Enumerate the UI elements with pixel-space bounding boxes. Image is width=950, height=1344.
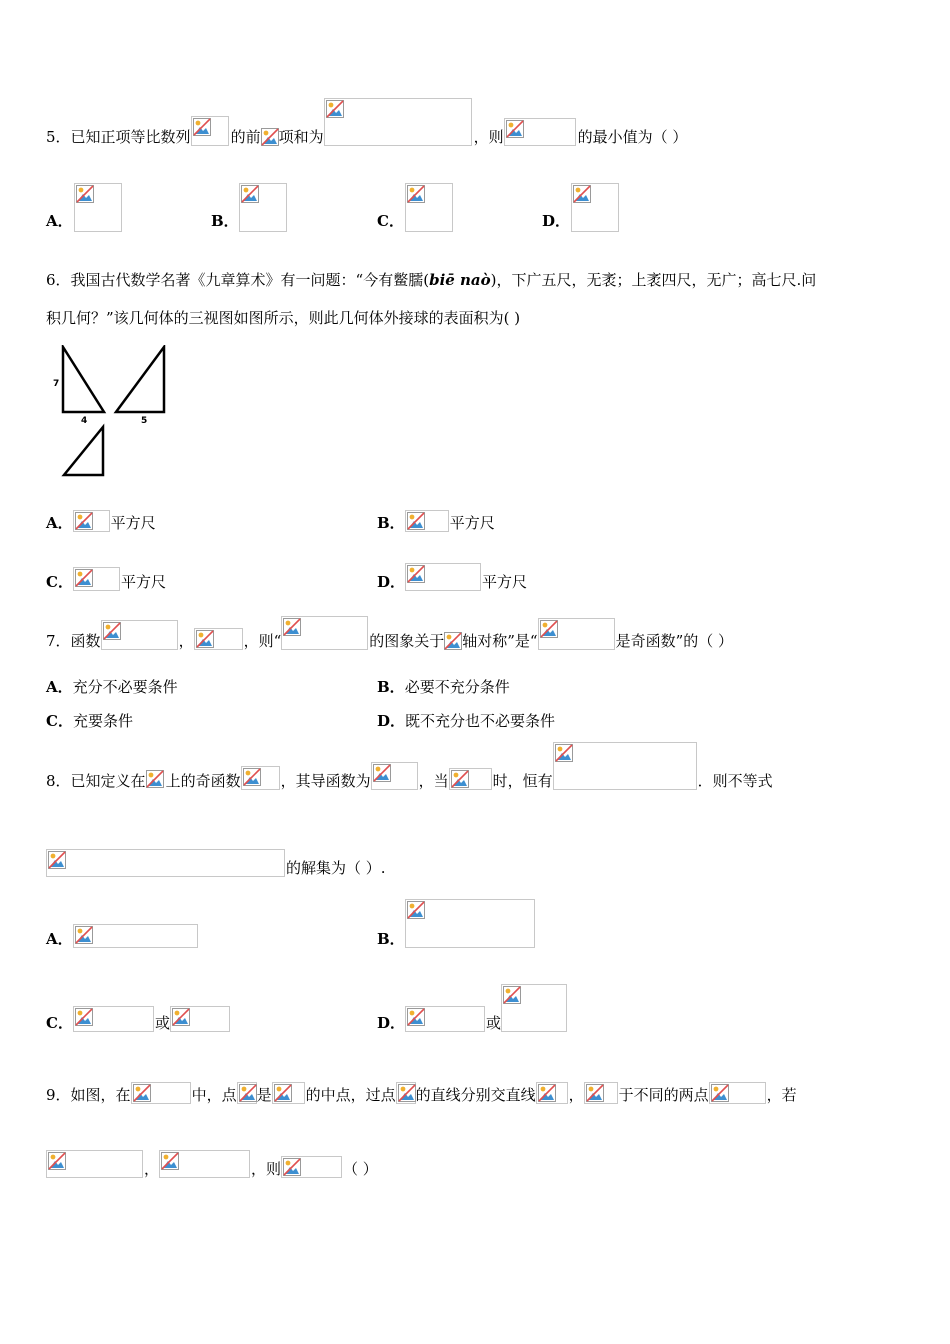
formula-image <box>501 984 567 1032</box>
broken-image-icon <box>326 100 344 118</box>
broken-image-icon <box>161 1152 179 1170</box>
broken-image-icon <box>503 986 521 1004</box>
q5-stem: 5．已知正项等比数列 的前 项和为 ，则 的最小值为（ ） <box>46 126 687 147</box>
formula-image <box>73 1006 154 1032</box>
broken-image-icon <box>407 1008 425 1026</box>
broken-image-icon <box>573 185 591 203</box>
q9-stem: 9．如图，在 中，点 是 的中点，过点 的直线分别交直线 ， 于不同的两点 ，若 <box>46 1084 797 1105</box>
q8-option-c[interactable]: C． 或 <box>46 1012 231 1033</box>
broken-image-icon <box>540 620 558 638</box>
broken-image-icon <box>586 1084 604 1102</box>
broken-image-icon <box>103 622 121 640</box>
formula-image <box>405 510 449 532</box>
formula-image <box>504 118 576 146</box>
formula-image <box>170 1006 230 1032</box>
q7-option-d[interactable]: D．既不充分也不必要条件 <box>377 712 556 730</box>
formula-image <box>584 1082 618 1104</box>
broken-image-icon <box>243 768 261 786</box>
q6-number: 6． <box>46 271 71 289</box>
formula-image <box>709 1082 766 1104</box>
q8-stem-line2: 的解集为（ ）. <box>46 857 386 878</box>
label-side-base: 5 <box>141 416 148 426</box>
broken-image-icon <box>241 185 259 203</box>
broken-image-icon <box>444 632 462 650</box>
formula-image <box>101 620 178 650</box>
broken-image-icon <box>711 1084 729 1102</box>
q8-stem: 8．已知定义在 上的奇函数 ，其导函数为 ，当 时，恒有 ．则不等式 <box>46 770 773 791</box>
q5-option-a-image <box>74 183 122 232</box>
formula-image <box>261 128 279 146</box>
broken-image-icon <box>75 569 93 587</box>
q7-stem: 7．函数 ， ，则“ 的图象关于 轴对称”是“ 是奇函数”的（ ） <box>46 630 733 651</box>
broken-image-icon <box>407 565 425 583</box>
q9-stem-line2: ， ，则 （ ） <box>46 1158 378 1179</box>
broken-image-icon <box>283 618 301 636</box>
q8-option-b[interactable]: B． <box>377 928 536 949</box>
q8-option-a[interactable]: A． <box>46 928 199 949</box>
q8-option-d[interactable]: D． 或 <box>377 1012 568 1033</box>
q7-option-b[interactable]: B．必要不充分条件 <box>377 678 510 696</box>
formula-image <box>191 116 229 146</box>
q5-number: 5． <box>46 128 71 146</box>
q5-option-c-image <box>405 183 453 232</box>
formula-image <box>73 924 198 948</box>
broken-image-icon <box>407 185 425 203</box>
formula-image <box>46 849 285 877</box>
broken-image-icon <box>48 1152 66 1170</box>
formula-image <box>396 1082 416 1104</box>
formula-image <box>194 628 243 650</box>
broken-image-icon <box>172 1008 190 1026</box>
formula-image <box>536 1082 568 1104</box>
q8-number: 8． <box>46 772 71 790</box>
q6-option-d[interactable]: D． 平方尺 <box>377 571 527 592</box>
formula-image <box>241 766 280 790</box>
broken-image-icon <box>398 1084 416 1102</box>
broken-image-icon <box>538 1084 556 1102</box>
formula-image <box>444 632 462 650</box>
formula-image <box>131 1082 191 1104</box>
broken-image-icon <box>75 926 93 944</box>
broken-image-icon <box>373 764 391 782</box>
q6-stem-line2: 积几何？”该几何体的三视图如图所示，则此几何体外接球的表面积为( ) <box>46 309 521 327</box>
broken-image-icon <box>75 512 93 530</box>
q5-option-a[interactable]: A． <box>46 212 73 230</box>
q6-stem-line1: 6．我国古代数学名著《九章算术》有一问题：“今有鳖臑(biē naò)，下广五尺，无袤；上袤四尺，无广；高七尺.问 <box>46 271 817 289</box>
three-view-figure <box>50 345 170 480</box>
formula-image <box>146 770 166 790</box>
formula-image <box>324 98 472 146</box>
formula-image <box>73 567 120 591</box>
broken-image-icon <box>274 1084 292 1102</box>
q5-option-b[interactable]: B． <box>211 212 239 230</box>
q6-option-c[interactable]: C． 平方尺 <box>46 571 166 592</box>
formula-image <box>73 510 110 532</box>
broken-image-icon <box>193 118 211 136</box>
q5-option-d[interactable]: D． <box>542 212 571 230</box>
broken-image-icon <box>555 744 573 762</box>
formula-image <box>237 1082 257 1104</box>
formula-image <box>553 742 697 790</box>
q7-option-a[interactable]: A．充分不必要条件 <box>46 678 178 696</box>
q5-option-b-image <box>239 183 287 232</box>
formula-image <box>405 899 535 948</box>
front-view-triangle <box>63 347 104 412</box>
broken-image-icon <box>239 1084 257 1102</box>
broken-image-icon <box>407 512 425 530</box>
formula-image <box>405 1006 485 1032</box>
broken-image-icon <box>146 770 164 788</box>
formula-image <box>371 762 418 790</box>
formula-image <box>281 616 368 650</box>
formula-image <box>405 563 481 591</box>
formula-image <box>159 1150 250 1178</box>
q7-number: 7． <box>46 632 71 650</box>
q6-option-a[interactable]: A． 平方尺 <box>46 512 156 533</box>
broken-image-icon <box>261 128 279 146</box>
formula-image <box>449 768 492 790</box>
broken-image-icon <box>48 851 66 869</box>
q5-option-d-image <box>571 183 619 232</box>
label-height: 7 <box>53 379 60 389</box>
q5-option-c[interactable]: C． <box>377 212 404 230</box>
formula-image <box>272 1082 305 1104</box>
broken-image-icon <box>196 630 214 648</box>
formula-image <box>538 618 615 650</box>
broken-image-icon <box>451 770 469 788</box>
q7-option-c[interactable]: C．充要条件 <box>46 712 133 730</box>
label-front-base: 4 <box>81 416 88 426</box>
side-view-triangle <box>116 347 164 412</box>
broken-image-icon <box>76 185 94 203</box>
formula-image <box>46 1150 143 1178</box>
q6-option-b[interactable]: B． 平方尺 <box>377 512 495 533</box>
q9-number: 9． <box>46 1086 71 1104</box>
broken-image-icon <box>407 901 425 919</box>
broken-image-icon <box>75 1008 93 1026</box>
broken-image-icon <box>506 120 524 138</box>
broken-image-icon <box>283 1158 301 1176</box>
formula-image <box>281 1156 342 1178</box>
top-view-triangle <box>64 427 103 475</box>
broken-image-icon <box>133 1084 151 1102</box>
